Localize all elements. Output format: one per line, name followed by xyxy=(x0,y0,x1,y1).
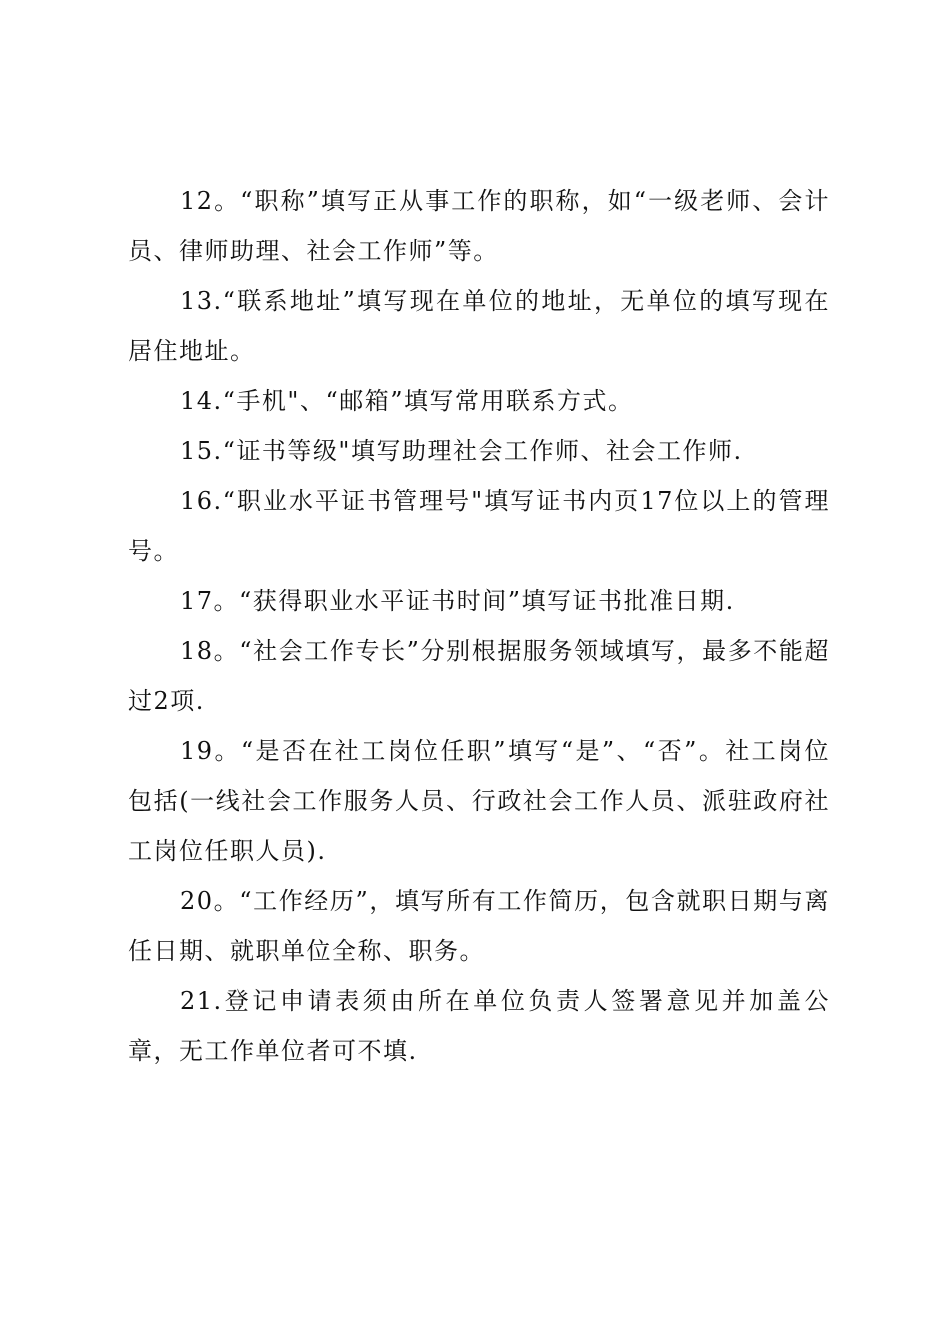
paragraph-item-21: 21.登记申请表须由所在单位负责人签署意见并加盖公章，无工作单位者可不填. xyxy=(128,987,830,1065)
document-body xyxy=(128,176,830,1076)
paragraph-item-16: 16.“职业水平证书管理号"填写证书内页17位以上的管理号。 xyxy=(128,487,830,565)
paragraph-item-15: 15.“证书等级"填写助理社会工作师、社会工作师. xyxy=(180,437,743,465)
paragraph-item-17: 17。“获得职业水平证书时间”填写证书批准日期. xyxy=(180,587,735,615)
paragraph-item-19: 19。“是否在社工岗位任职”填写“是”、“否”。社工岗位包括(一线社会工作服务人员、行政社会工作人员、派驻政府社工岗位任职人员). xyxy=(128,737,830,865)
paragraph-item-18: 18。“社会工作专长”分别根据服务领域填写，最多不能超过2项. xyxy=(128,637,830,715)
paragraph-item-13: 13.“联系地址”填写现在单位的地址，无单位的填写现在居住地址。 xyxy=(128,287,830,365)
paragraph-item-12: 12。“职称”填写正从事工作的职称，如“一级老师、会计员、律师助理、社会工作师”等。 xyxy=(128,187,830,265)
paragraph-item-14: 14.“手机"、“邮箱”填写常用联系方式。 xyxy=(180,387,634,415)
paragraph-item-20: 20。“工作经历”，填写所有工作简历，包含就职日期与离任日期、就职单位全称、职务。 xyxy=(128,887,830,965)
